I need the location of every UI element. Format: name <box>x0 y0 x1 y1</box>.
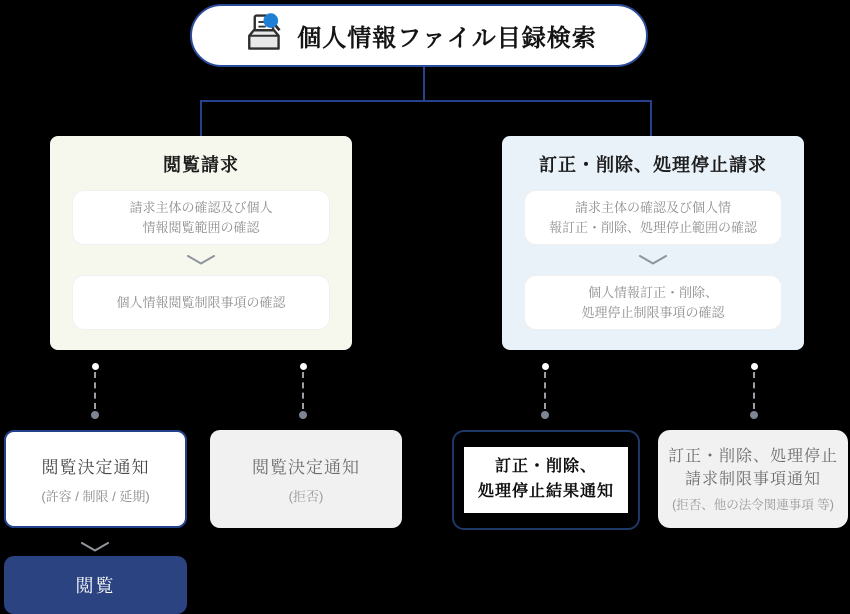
panel-correction-request <box>502 136 804 350</box>
step-text-line: 処理停止制限事項の確認 <box>581 304 725 320</box>
connector-dot-top <box>751 363 758 370</box>
outcome-subtitle: (拒否、他の法令関連事項 等) <box>672 498 834 513</box>
connector-line <box>200 100 652 102</box>
dashed-connector <box>298 363 308 420</box>
connector-dot-bottom <box>299 411 307 419</box>
step-box <box>72 275 330 330</box>
panel-title: 訂正・削除、処理停止請求 <box>539 155 767 175</box>
outcome-title <box>668 445 838 491</box>
connector-dot-top <box>542 363 549 370</box>
connector-dot-top <box>92 363 99 370</box>
final-view-box: 閲覧 <box>4 556 187 614</box>
connector-line <box>423 67 425 101</box>
connector-dot-bottom <box>91 411 99 419</box>
inbox-document-search-icon <box>241 11 285 60</box>
step-text-line: 請求主体の確認及び個人情 <box>574 200 731 215</box>
page-title: 個人情報ファイル目録検索 <box>297 25 597 52</box>
dashed-line <box>544 372 546 409</box>
connector-dot-bottom <box>750 411 758 419</box>
step-box <box>72 190 330 245</box>
chevron-down-icon <box>81 539 109 549</box>
dashed-line <box>753 372 755 409</box>
dashed-line <box>94 372 96 409</box>
step-text-line: 個人情報訂正・削除、 <box>587 285 718 300</box>
step-text-line: 報訂正・削除、処理停止範囲の確認 <box>548 219 757 235</box>
chevron-down-icon <box>187 255 215 265</box>
outcome-subtitle: (許容 / 制限 / 延期) <box>41 489 150 504</box>
step-text-line: 請求主体の確認及び個人 <box>129 200 273 215</box>
title-pill <box>190 4 648 67</box>
outcome-highlight <box>464 447 628 513</box>
connector-line <box>200 100 202 137</box>
outcome-title: 閲覧決定通知 <box>252 458 360 477</box>
panel-view-request <box>50 136 352 350</box>
chevron-down-icon <box>639 255 667 265</box>
step-box <box>524 275 782 330</box>
connector-dot-top <box>300 363 307 370</box>
outcome-view-rejection-notice <box>210 430 402 528</box>
outcome-correction-result-notice <box>452 430 640 530</box>
outcome-title: 閲覧決定通知 <box>41 458 150 477</box>
outcome-title-line: 請求制限事項通知 <box>684 471 821 488</box>
dashed-line <box>302 372 304 409</box>
outcome-title-line: 処理停止結果通知 <box>477 483 614 500</box>
step-text-line: 情報閲覧範囲の確認 <box>142 219 260 235</box>
outcome-correction-restriction-notice <box>658 430 848 528</box>
connector-dot-bottom <box>541 411 549 419</box>
dashed-connector <box>90 363 100 420</box>
outcome-subtitle: (拒否) <box>288 489 324 504</box>
step-box <box>524 190 782 245</box>
dashed-connector <box>540 363 550 420</box>
dashed-connector <box>749 363 759 420</box>
outcome-title-line: 訂正・削除、処理停止 <box>667 447 838 465</box>
outcome-view-decision-notice <box>4 430 187 528</box>
step-text-line: 個人情報閲覧制限事項の確認 <box>116 294 286 310</box>
outcome-title-line: 訂正・削除、 <box>494 458 597 476</box>
connector-line <box>650 100 652 137</box>
panel-title: 閲覧請求 <box>163 155 239 175</box>
